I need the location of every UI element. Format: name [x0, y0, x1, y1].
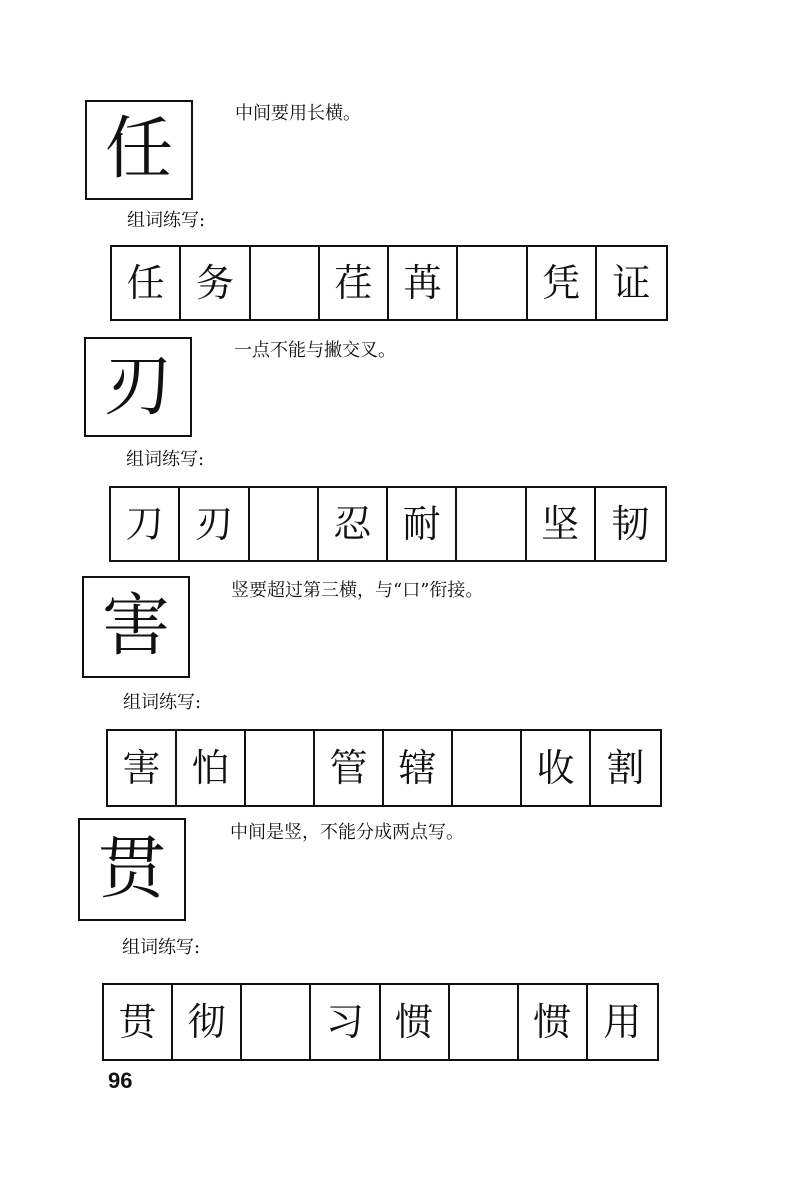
practice-cell	[450, 985, 519, 1059]
practice-cell: 贯	[104, 985, 173, 1059]
practice-cell	[453, 731, 522, 805]
practice-cell: 怕	[177, 731, 246, 805]
practice-cell: 凭	[528, 247, 597, 319]
big-character-box-3: 害	[82, 576, 190, 678]
practice-cell	[242, 985, 311, 1059]
practice-cell: 惯	[519, 985, 588, 1059]
practice-cell: 务	[181, 247, 250, 319]
practice-cell: 韧	[611, 502, 650, 546]
practice-cell: 任	[112, 247, 181, 319]
writing-note-1: 中间要用长横。	[235, 103, 361, 124]
practice-cell: 刃	[180, 488, 249, 560]
page-number: 96	[108, 1068, 133, 1093]
practice-label-4: 组词练写:	[122, 937, 201, 958]
practice-cell: 彻	[173, 985, 242, 1059]
practice-row-1	[110, 245, 668, 321]
practice-row-3	[106, 729, 662, 807]
practice-cell: 辖	[384, 731, 453, 805]
practice-cell: 管	[315, 731, 384, 805]
big-character-box-2: 刃	[84, 337, 192, 437]
practice-cell: 坚	[527, 488, 596, 560]
practice-cell: 害	[108, 731, 177, 805]
practice-label-1: 组词练写:	[127, 210, 206, 231]
practice-cell: 惯	[381, 985, 450, 1059]
practice-cell: 荏	[320, 247, 389, 319]
practice-cell: 割	[606, 746, 645, 790]
big-character-box-1: 任	[85, 100, 193, 200]
writing-note-4: 中间是竖，不能分成两点写。	[230, 822, 464, 843]
practice-cell: 收	[522, 731, 591, 805]
practice-cell: 耐	[388, 488, 457, 560]
practice-row-2	[109, 486, 667, 562]
practice-cell	[250, 488, 319, 560]
practice-cell: 证	[612, 261, 651, 305]
practice-cell: 用	[603, 1000, 642, 1044]
writing-note-3: 竖要超过第三横，与“口”衔接。	[231, 580, 484, 601]
practice-label-2: 组词练写:	[126, 449, 205, 470]
practice-cell	[457, 488, 526, 560]
practice-cell	[458, 247, 527, 319]
practice-cell: 刀	[111, 488, 180, 560]
practice-cell: 苒	[389, 247, 458, 319]
practice-cell: 忍	[319, 488, 388, 560]
practice-cell	[246, 731, 315, 805]
writing-note-2: 一点不能与撇交叉。	[234, 340, 396, 361]
practice-label-3: 组词练写:	[123, 692, 202, 713]
practice-cell: 习	[311, 985, 380, 1059]
big-character-box-4: 贯	[78, 818, 186, 921]
practice-row-4	[102, 983, 659, 1061]
practice-cell	[251, 247, 320, 319]
